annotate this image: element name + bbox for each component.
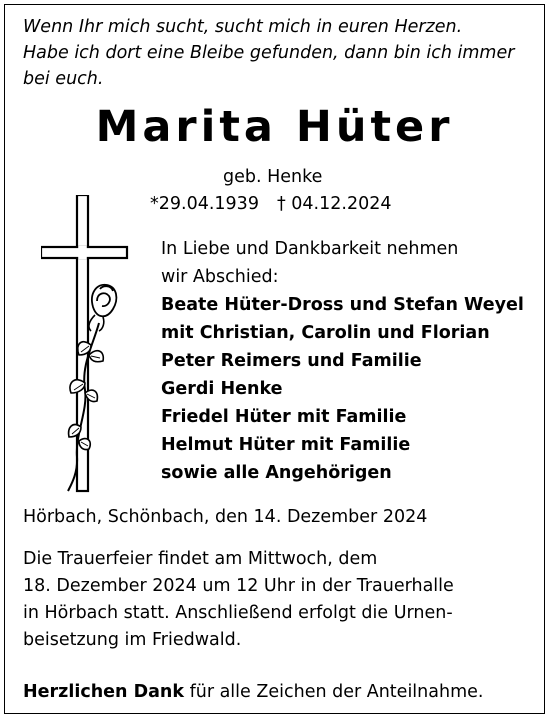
birth-date: *29.04.1939 [150,194,259,214]
obituary-notice [4,4,545,714]
maiden-name: geb. Henke [223,167,323,187]
funeral-line: Die Trauerfeier findet am Mittwoch, dem [23,549,378,569]
life-dates [150,192,391,216]
funeral-line: in Hörbach statt. Anschließend erfolgt die Urnen- [23,603,453,623]
mourner-name: sowie alle Angehörigen [161,463,392,483]
cross-with-rose-icon [41,195,131,495]
motto [23,14,543,92]
thanks-rest: für alle Zeichen der Anteilnahme. [184,682,484,702]
mourners-block [161,235,524,487]
mourner-name: Friedel Hüter mit Familie [161,407,407,427]
mourner-name: Beate Hüter-Dross und Stefan Weyel [161,295,524,315]
thanks-line [23,679,483,705]
deceased-name: Marita Hüter [95,102,454,152]
funeral-info [23,546,454,654]
mourner-name: Gerdi Henke [161,379,283,399]
death-symbol: † [276,194,286,214]
mourner-name: mit Christian, Carolin und Florian [161,323,490,343]
mourner-name: Peter Reimers und Familie [161,351,422,371]
motto-line: Wenn Ihr mich sucht, sucht mich in euren Herzen. [23,17,463,37]
mourner-name: Helmut Hüter mit Familie [161,435,411,455]
motto-line: bei euch. [23,69,104,89]
mourners-intro: In Liebe und Dankbarkeit nehmen [161,239,459,259]
thanks-bold: Herzlichen Dank [23,682,185,702]
place-and-date: Hörbach, Schönbach, den 14. Dezember 2024 [23,507,428,527]
funeral-line: 18. Dezember 2024 um 12 Uhr in der Trauerhalle [23,576,454,596]
funeral-line: beisetzung im Friedwald. [23,630,242,650]
motto-line: Habe ich dort eine Bleibe gefunden, dann bin ich immer [23,43,515,63]
death-date: 04.12.2024 [291,194,392,214]
mourners-intro: wir Abschied: [161,267,279,287]
